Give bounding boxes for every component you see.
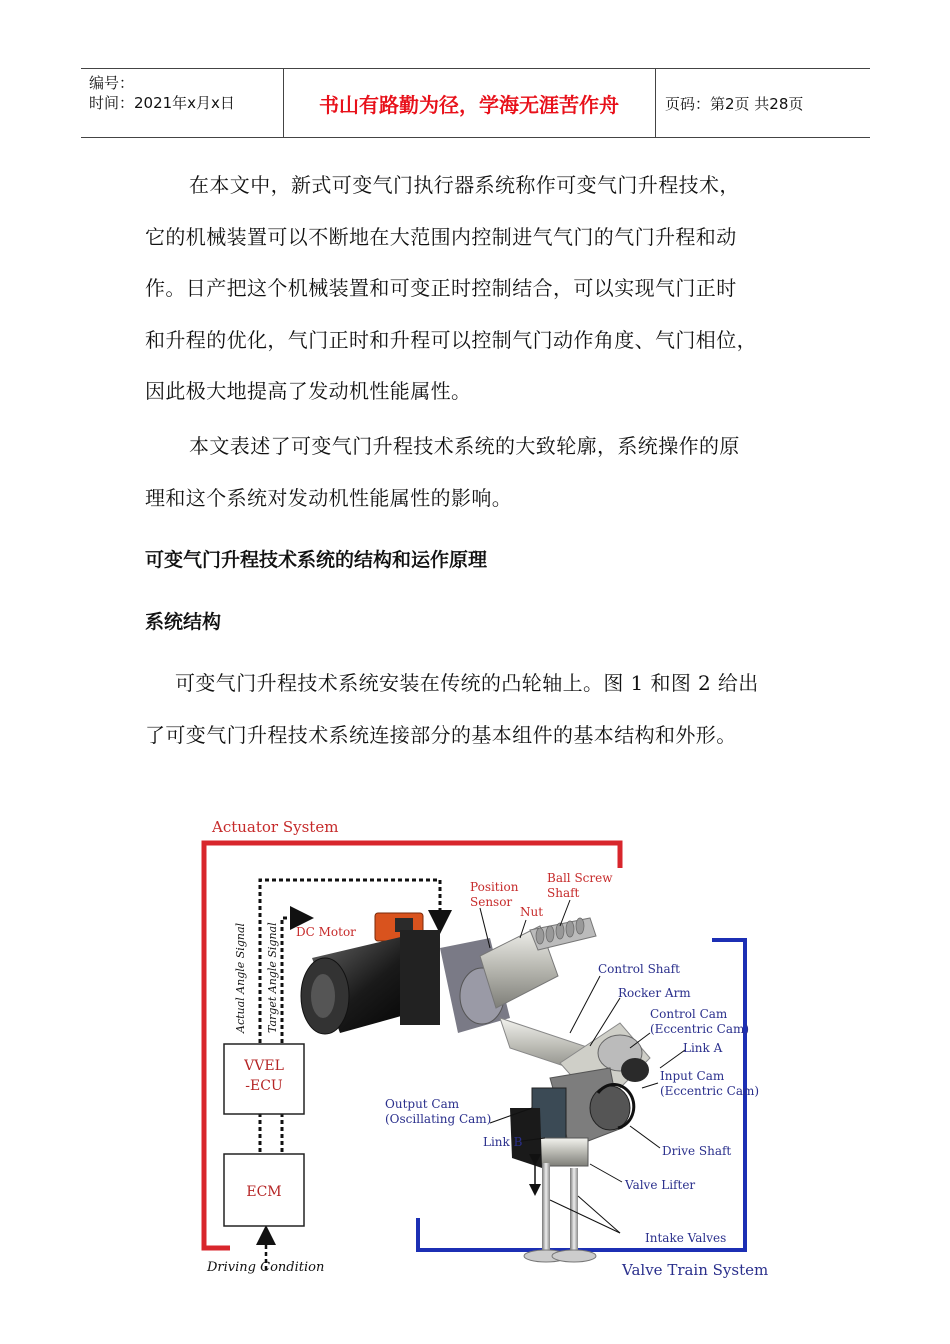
time-label: 时间：2021年x月x日 [89, 94, 235, 112]
paragraph-structure [145, 658, 815, 761]
dc-motor-label: DC Motor [296, 925, 356, 939]
link-b-label: Link B [483, 1135, 523, 1149]
control-shaft-label: Control Shaft [598, 962, 680, 976]
input-cam-label-1: Input Cam [660, 1069, 725, 1083]
output-cam-label-1: Output Cam [385, 1097, 460, 1111]
ecu-ecm-link [260, 1113, 282, 1153]
vvel-diagram [190, 808, 770, 1288]
text-line: 和升程的优化，气门正时和升程可以控制气门动作角度、气门相位， [145, 327, 757, 352]
vvel-system-figure [190, 808, 770, 1288]
valve-lifter-label: Valve Lifter [625, 1178, 696, 1192]
text-line: 在本文中，新式可变气门执行器系统称作可变气门升程技术， [189, 173, 740, 197]
link-a-label: Link A [683, 1041, 723, 1055]
vvel-ecu-label-2: -ECU [245, 1078, 283, 1094]
ball-screw-label-2: Shaft [547, 886, 580, 900]
input-cam-label-2: (Eccentric Cam) [660, 1084, 760, 1098]
control-cam-label-2: (Eccentric Cam) [650, 1022, 750, 1036]
control-cam-label-1: Control Cam [650, 1007, 728, 1021]
position-sensor-label-2: Sensor [470, 895, 513, 909]
rocker-arm-label: Rocker Arm [618, 986, 691, 1000]
vvel-ecu-label-1: VVEL [244, 1058, 284, 1074]
header-divider [655, 69, 656, 137]
actuator-system-label: Actuator System [212, 818, 339, 836]
header-motto: 书山有路勤为径，学海无涯苦作舟 [319, 92, 619, 117]
paragraph-outline [145, 421, 815, 524]
valve-train-assembly [500, 1018, 650, 1168]
ecm-label: ECM [246, 1184, 282, 1200]
section-heading: 可变气门升程技术系统的结构和运作原理 [145, 549, 488, 571]
page-number: 页码：第2页 共28页 [665, 94, 804, 113]
header-meta [89, 73, 235, 113]
valve-train-system-label: Valve Train System [622, 1261, 769, 1279]
actual-angle-signal-label: Actual Angle Signal [234, 922, 247, 1033]
text-line: 作。日产把这个机械装置和可变正时控制结合，可以实现气门正时 [145, 276, 737, 300]
text-line: 了可变气门升程技术系统连接部分的基本组件的基本结构和外形。 [145, 722, 737, 747]
driving-condition-label: Driving Condition [207, 1260, 325, 1275]
text-line: 因此极大地提高了发动机性能属性。 [145, 379, 472, 403]
page-header [81, 68, 870, 138]
intake-valves-label: Intake Valves [645, 1231, 727, 1245]
subsection-heading: 系统结构 [145, 611, 222, 633]
paragraph-intro [145, 160, 815, 418]
output-cam-label-2: (Oscillating Cam) [385, 1112, 492, 1126]
target-angle-signal-label: Target Angle Signal [266, 922, 279, 1033]
number-label: 编号： [89, 74, 135, 92]
text-line: 本文表述了可变气门升程技术系统的大致轮廓，系统操作的原 [189, 434, 740, 458]
gear-housing [440, 918, 596, 1033]
position-sensor-label-1: Position [470, 880, 519, 894]
text-line: 它的机械装置可以不断地在大范围内控制进气气门的气门升程和动 [145, 224, 737, 249]
text-line: 理和这个系统对发动机性能属性的影响。 [145, 485, 513, 510]
ball-screw-label-1: Ball Screw [547, 871, 613, 885]
drive-shaft-label: Drive Shaft [662, 1144, 732, 1158]
text-line: 可变气门升程技术系统安装在传统的凸轮轴上。图 1 和图 2 给出 [175, 671, 759, 695]
nut-label: Nut [520, 905, 544, 919]
